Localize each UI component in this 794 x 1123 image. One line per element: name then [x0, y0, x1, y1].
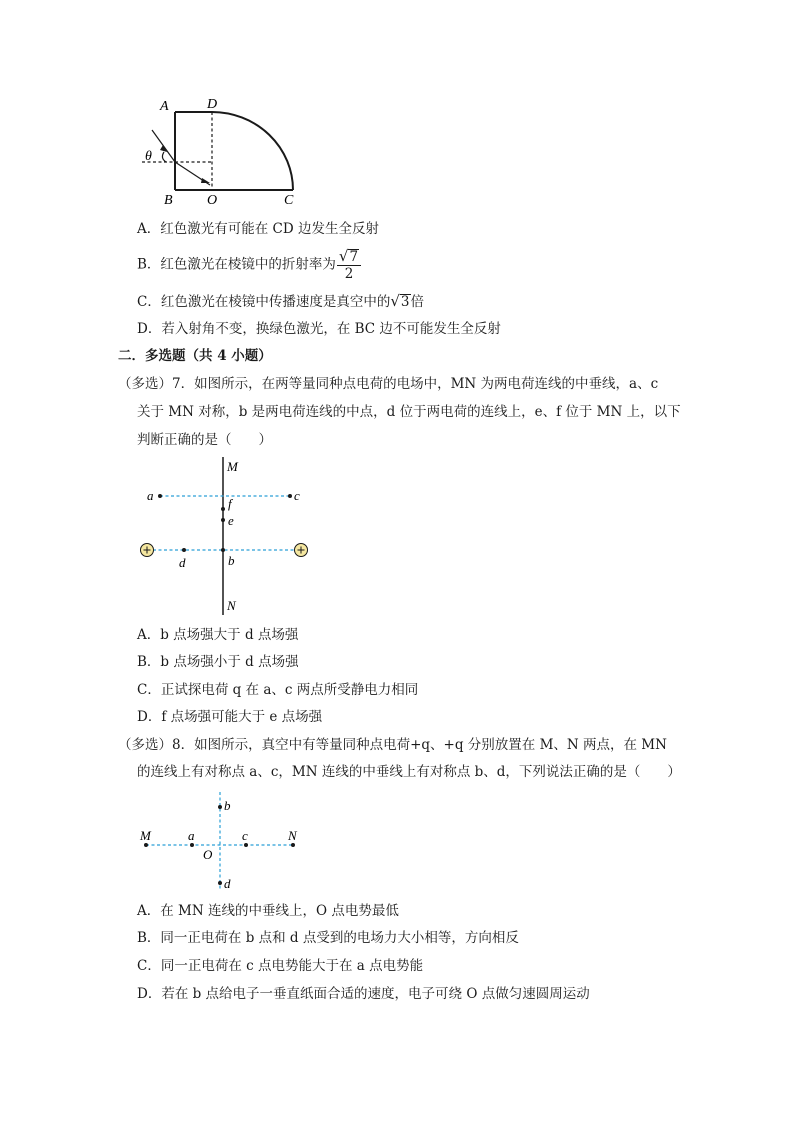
q6-option-b-text: B．红色激光在棱镜中的折射率为	[137, 256, 336, 273]
label-d: d	[179, 555, 186, 570]
label-C: C	[284, 193, 294, 207]
q8-option-c[interactable]: C．同一正电荷在 c 点电势能大于在 a 点电势能	[137, 958, 424, 974]
label-d: d	[224, 876, 231, 891]
point-b	[221, 548, 225, 552]
point-e	[221, 518, 225, 522]
point-a	[190, 843, 194, 847]
point-d	[182, 548, 186, 552]
point-N	[291, 843, 295, 847]
label-M: M	[227, 459, 238, 474]
label-N: N	[227, 598, 236, 613]
q7-stem-line1: （多选）7．如图所示，在两等量同种点电荷的电场中，MN 为两电荷连线的中垂线，a、c	[118, 376, 659, 392]
label-B: B	[164, 193, 173, 207]
charge-left	[141, 544, 154, 557]
section-title: 二．多选题（共 4 小题）	[118, 348, 272, 364]
label-theta: θ	[145, 149, 152, 164]
point-d	[218, 881, 222, 885]
denominator: 2	[344, 266, 354, 282]
label-e: e	[228, 513, 234, 528]
label-a: a	[147, 488, 154, 503]
label-a: a	[188, 828, 195, 843]
q7-stem-line2: 关于 MN 对称，b 是两电荷连线的中点，d 位于两电荷的连线上，e、f 位于 MN 上，以下	[137, 404, 681, 420]
q7-option-b[interactable]: B．b 点场强小于 d 点场强	[137, 654, 299, 670]
q7-option-a[interactable]: A．b 点场强大于 d 点场强	[137, 627, 299, 643]
point-f	[221, 507, 225, 511]
label-c: c	[294, 488, 300, 503]
sqrt-3: 3	[400, 294, 410, 310]
q6-option-c[interactable]: C．红色激光在棱镜中传播速度是真空中的√3倍	[137, 292, 424, 310]
label-c: c	[242, 828, 248, 843]
q7-option-d[interactable]: D．f 点场强可能大于 e 点场强	[137, 709, 323, 725]
fraction: $\frac{√7}{2}$	[337, 248, 361, 282]
q6-option-a[interactable]: A．红色激光有可能在 CD 边发生全反射	[137, 221, 379, 237]
label-M: M	[140, 828, 151, 843]
prism-figure	[130, 92, 310, 207]
q8-figure	[135, 790, 310, 895]
q7-figure	[135, 455, 325, 615]
q8-option-d[interactable]: D．若在 b 点给电子一垂直纸面合适的速度，电子可绕 O 点做匀速圆周运动	[137, 986, 590, 1002]
q6-option-c-text: C．红色激光在棱镜中传播速度是真空中的	[137, 294, 391, 310]
q8-stem-line1: （多选）8．如图所示，真空中有等量同种点电荷+q、+q 分别放置在 M、N 两点，在 MN	[118, 737, 667, 753]
q7-option-c[interactable]: C．正试探电荷 q 在 a、c 两点所受静电力相同	[137, 682, 419, 698]
q6-option-c-suffix: 倍	[410, 294, 424, 310]
label-A: A	[160, 99, 169, 114]
q8-stem-line2: 的连线上有对称点 a、c，MN 连线的中垂线上有对称点 b、d，下列说法正确的是（ ）	[137, 764, 681, 780]
q8-option-a[interactable]: A．在 MN 连线的中垂线上，O 点电势最低	[137, 903, 399, 919]
q6-option-d[interactable]: D．若入射角不变，换绿色激光，在 BC 边不可能发生全反射	[137, 321, 501, 337]
point-c	[244, 843, 248, 847]
q6-option-b[interactable]	[137, 248, 361, 282]
label-b: b	[228, 553, 235, 568]
point-b	[218, 805, 222, 809]
sqrt-7: 7	[349, 249, 359, 265]
label-N: N	[288, 828, 297, 843]
point-M	[144, 843, 148, 847]
label-O: O	[207, 193, 218, 207]
label-f: f	[228, 496, 232, 511]
label-O: O	[203, 847, 213, 862]
label-b: b	[224, 798, 231, 813]
q8-option-b[interactable]: B．同一正电荷在 b 点和 d 点受到的电场力大小相等，方向相反	[137, 930, 519, 946]
point-c	[288, 494, 292, 498]
point-a	[158, 494, 162, 498]
q7-stem-line3: 判断正确的是（ ）	[137, 432, 272, 448]
charge-right	[295, 544, 308, 557]
label-D: D	[207, 97, 218, 112]
